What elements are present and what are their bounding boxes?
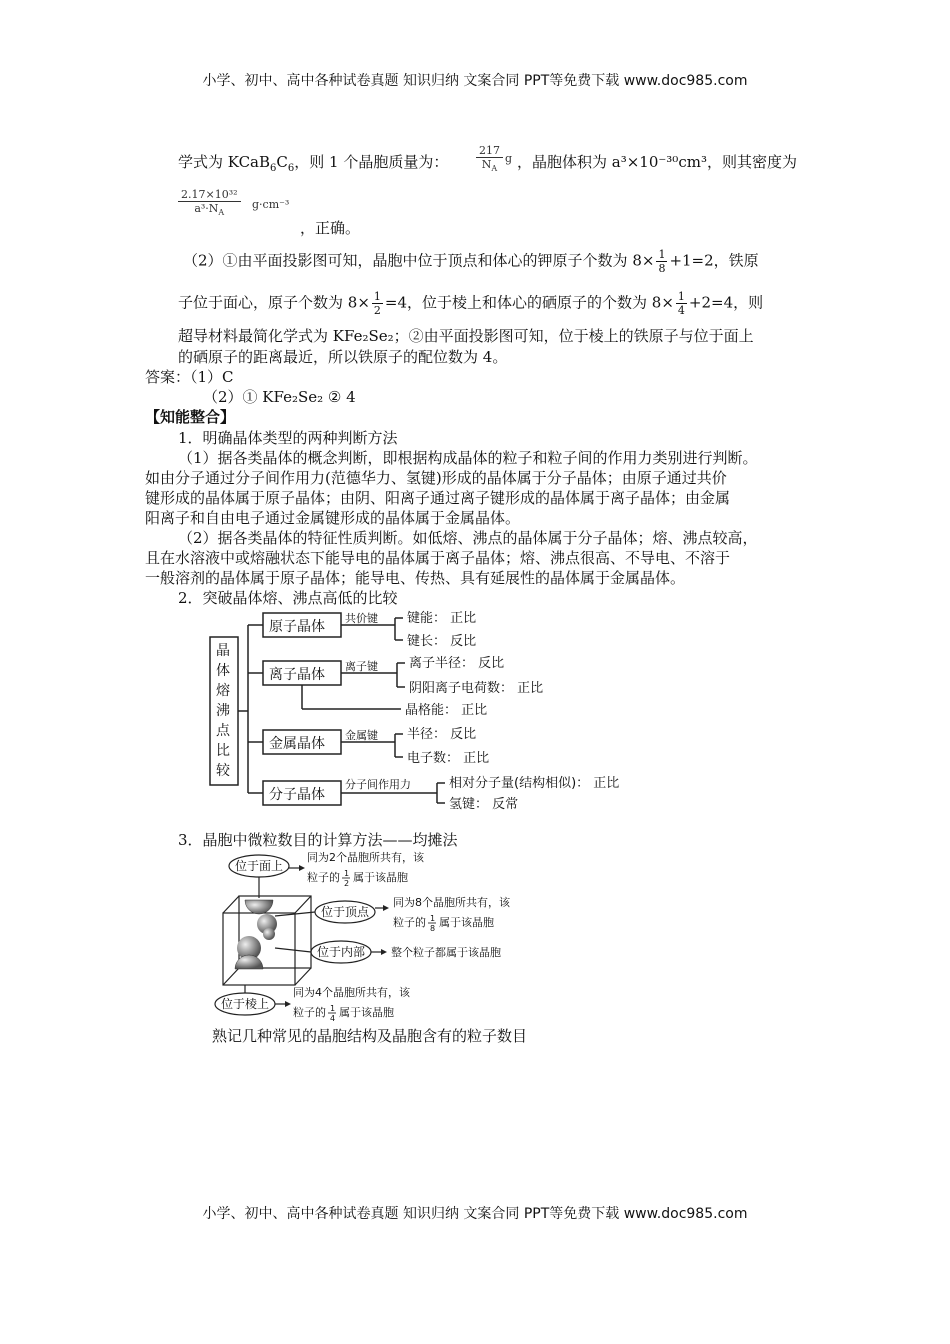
node-metal: 金属晶体 [269,736,325,752]
solution-line-2: ，正确。 [300,219,361,237]
mass-fraction: 217 $N_A$ [476,144,503,173]
section-title: 【知能整合】 [145,408,236,426]
solution-line-5: 超导材料最简化学式为 KFe₂Se₂；②由平面投影图可知，位于棱上的铁原子与位于面上 [178,327,754,345]
rule-text: 键能： 正比 [407,611,477,626]
inner-particle [263,928,275,940]
density-fraction: 2.17×10³² $a^3\cdot N_A$ [178,188,241,217]
face-desc: 属于该晶胞 [353,871,408,884]
node-molecular: 分子晶体 [269,787,325,803]
label-vertex: 位于顶点 [321,905,370,919]
rule-text: 氢键： 反常 [449,797,519,812]
tree-root-char: 点 [216,723,230,739]
melting-point-tree [205,605,705,820]
face-desc: 粒子的 [307,871,340,884]
unit-cell-diagram [205,848,545,1026]
edge-frac-den: 4 [330,1014,336,1023]
tree-root-char: 比 [216,743,230,759]
inner-desc: 整个粒子都属于该晶胞 [391,946,501,959]
tree-root-char: 晶 [216,643,230,659]
section-item-2: 2．突破晶体熔、沸点高低的比较 [178,589,398,607]
answer-line-2: （2）① KFe₂Se₂ ② 4 [203,388,356,406]
solution-line-1: 学式为 $KCaB_6C_6$，则 1 个晶胞质量为： [178,153,449,174]
section-para-7: 一般溶剂的晶体属于原子晶体；能导电、传热、具有延展性的晶体属于金属晶体。 [145,569,686,587]
rule-text: 键长： 反比 [407,634,477,649]
section-para-1: （1）据各类晶体的概念判断，即根据构成晶体的粒子和粒子间的作用力类别进行判断。 [178,449,758,467]
face-frac-den: 2 [344,879,350,888]
page-header: 小学、初中、高中各种试卷真题 知识归纳 文案合同 PPT等免费下载 www.doc985.com [202,73,748,89]
tree-root-char: 体 [216,663,230,679]
vertex-frac-num: 1 [430,914,436,923]
vertex-desc: 粒子的 [393,916,426,929]
face-desc: 同为2个晶胞所共有，该 [307,851,424,864]
density-unit: g·cm⁻³ [252,198,290,211]
vertex-frac-den: 8 [430,924,436,933]
section-para-2: 如由分子通过分子间作用力(范德华力、氢键)形成的晶体属于分子晶体；由原子通过共价 [145,469,727,487]
solution-line-4: 子位于面心，原子个数为 8× $\frac{1}{2}$ =4，位于棱上和体心的硒原子的个数为 8× $\frac{1}{4}$ +2=4，则 [178,290,764,317]
section-para-5: （2）据各类晶体的特征性质判断。如低熔、沸点的晶体属于分子晶体；熔、沸点较高， [178,529,758,547]
section-para-3: 键形成的晶体属于原子晶体；由阴、阳离子通过离子键形成的晶体属于离子晶体；由金属 [145,489,731,507]
bond-ionic: 离子键 [345,660,378,673]
bond-covalent: 共价键 [345,612,378,625]
mass-unit: g [505,152,513,165]
face-particle [245,900,273,914]
solution-line-6: 的硒原子的距离最近，所以铁原子的配位数为 4。 [178,348,508,366]
rule-text: 半径： 反比 [407,727,477,742]
answer-line-1: 答案：（1）C [145,368,234,386]
rule-text: 离子半径： 反比 [409,656,505,671]
section-para-6: 且在水溶液中或熔融状态下能导电的晶体属于离子晶体；熔、沸点很高、不导电、不溶于 [145,549,731,567]
solution-line-1c: ，晶胞体积为 a³×10⁻³⁰cm³，则其密度为 [517,153,797,171]
edge-desc: 粒子的 [293,1006,326,1019]
rule-text: 阴阳离子电荷数： 正比 [409,681,544,696]
node-ionic: 离子晶体 [269,667,325,683]
vertex-desc: 属于该晶胞 [439,916,494,929]
section-para-4: 阳离子和自由电子通过金属键形成的晶体属于金属晶体。 [145,509,521,527]
bond-metallic: 金属键 [345,729,378,742]
section-note: 熟记几种常见的晶胞结构及晶胞含有的粒子数目 [212,1027,528,1045]
vertex-desc: 同为8个晶胞所共有，该 [393,896,510,909]
label-inner: 位于内部 [317,945,366,959]
solution-line-3: （2）①由平面投影图可知，晶胞中位于顶点和体心的钾原子个数为 8× $\frac{1}{8}$ +1=2，铁原 [183,248,759,275]
rule-text: 电子数： 正比 [407,751,490,766]
face-frac-num: 1 [344,869,350,878]
label-face: 位于面上 [235,859,284,873]
tree-root-char: 沸 [216,703,230,719]
edge-frac-num: 1 [330,1004,336,1013]
tree-root-char: 熔 [216,683,230,699]
bond-intermolecular: 分子间作用力 [345,778,411,791]
node-atomic: 原子晶体 [269,619,325,635]
label-edge: 位于棱上 [221,997,270,1011]
edge-desc: 属于该晶胞 [339,1006,394,1019]
edge-desc: 同为4个晶胞所共有，该 [293,986,410,999]
section-item-1: 1．明确晶体类型的两种判断方法 [178,429,398,447]
tree-root-char: 较 [216,763,230,779]
page-footer: 小学、初中、高中各种试卷真题 知识归纳 文案合同 PPT等免费下载 www.doc985.com [202,1206,748,1222]
rule-text: 相对分子量(结构相似)： 正比 [449,776,620,791]
rule-text: 晶格能： 正比 [405,703,488,718]
section-item-3: 3．晶胞中微粒数目的计算方法——均摊法 [178,831,458,849]
